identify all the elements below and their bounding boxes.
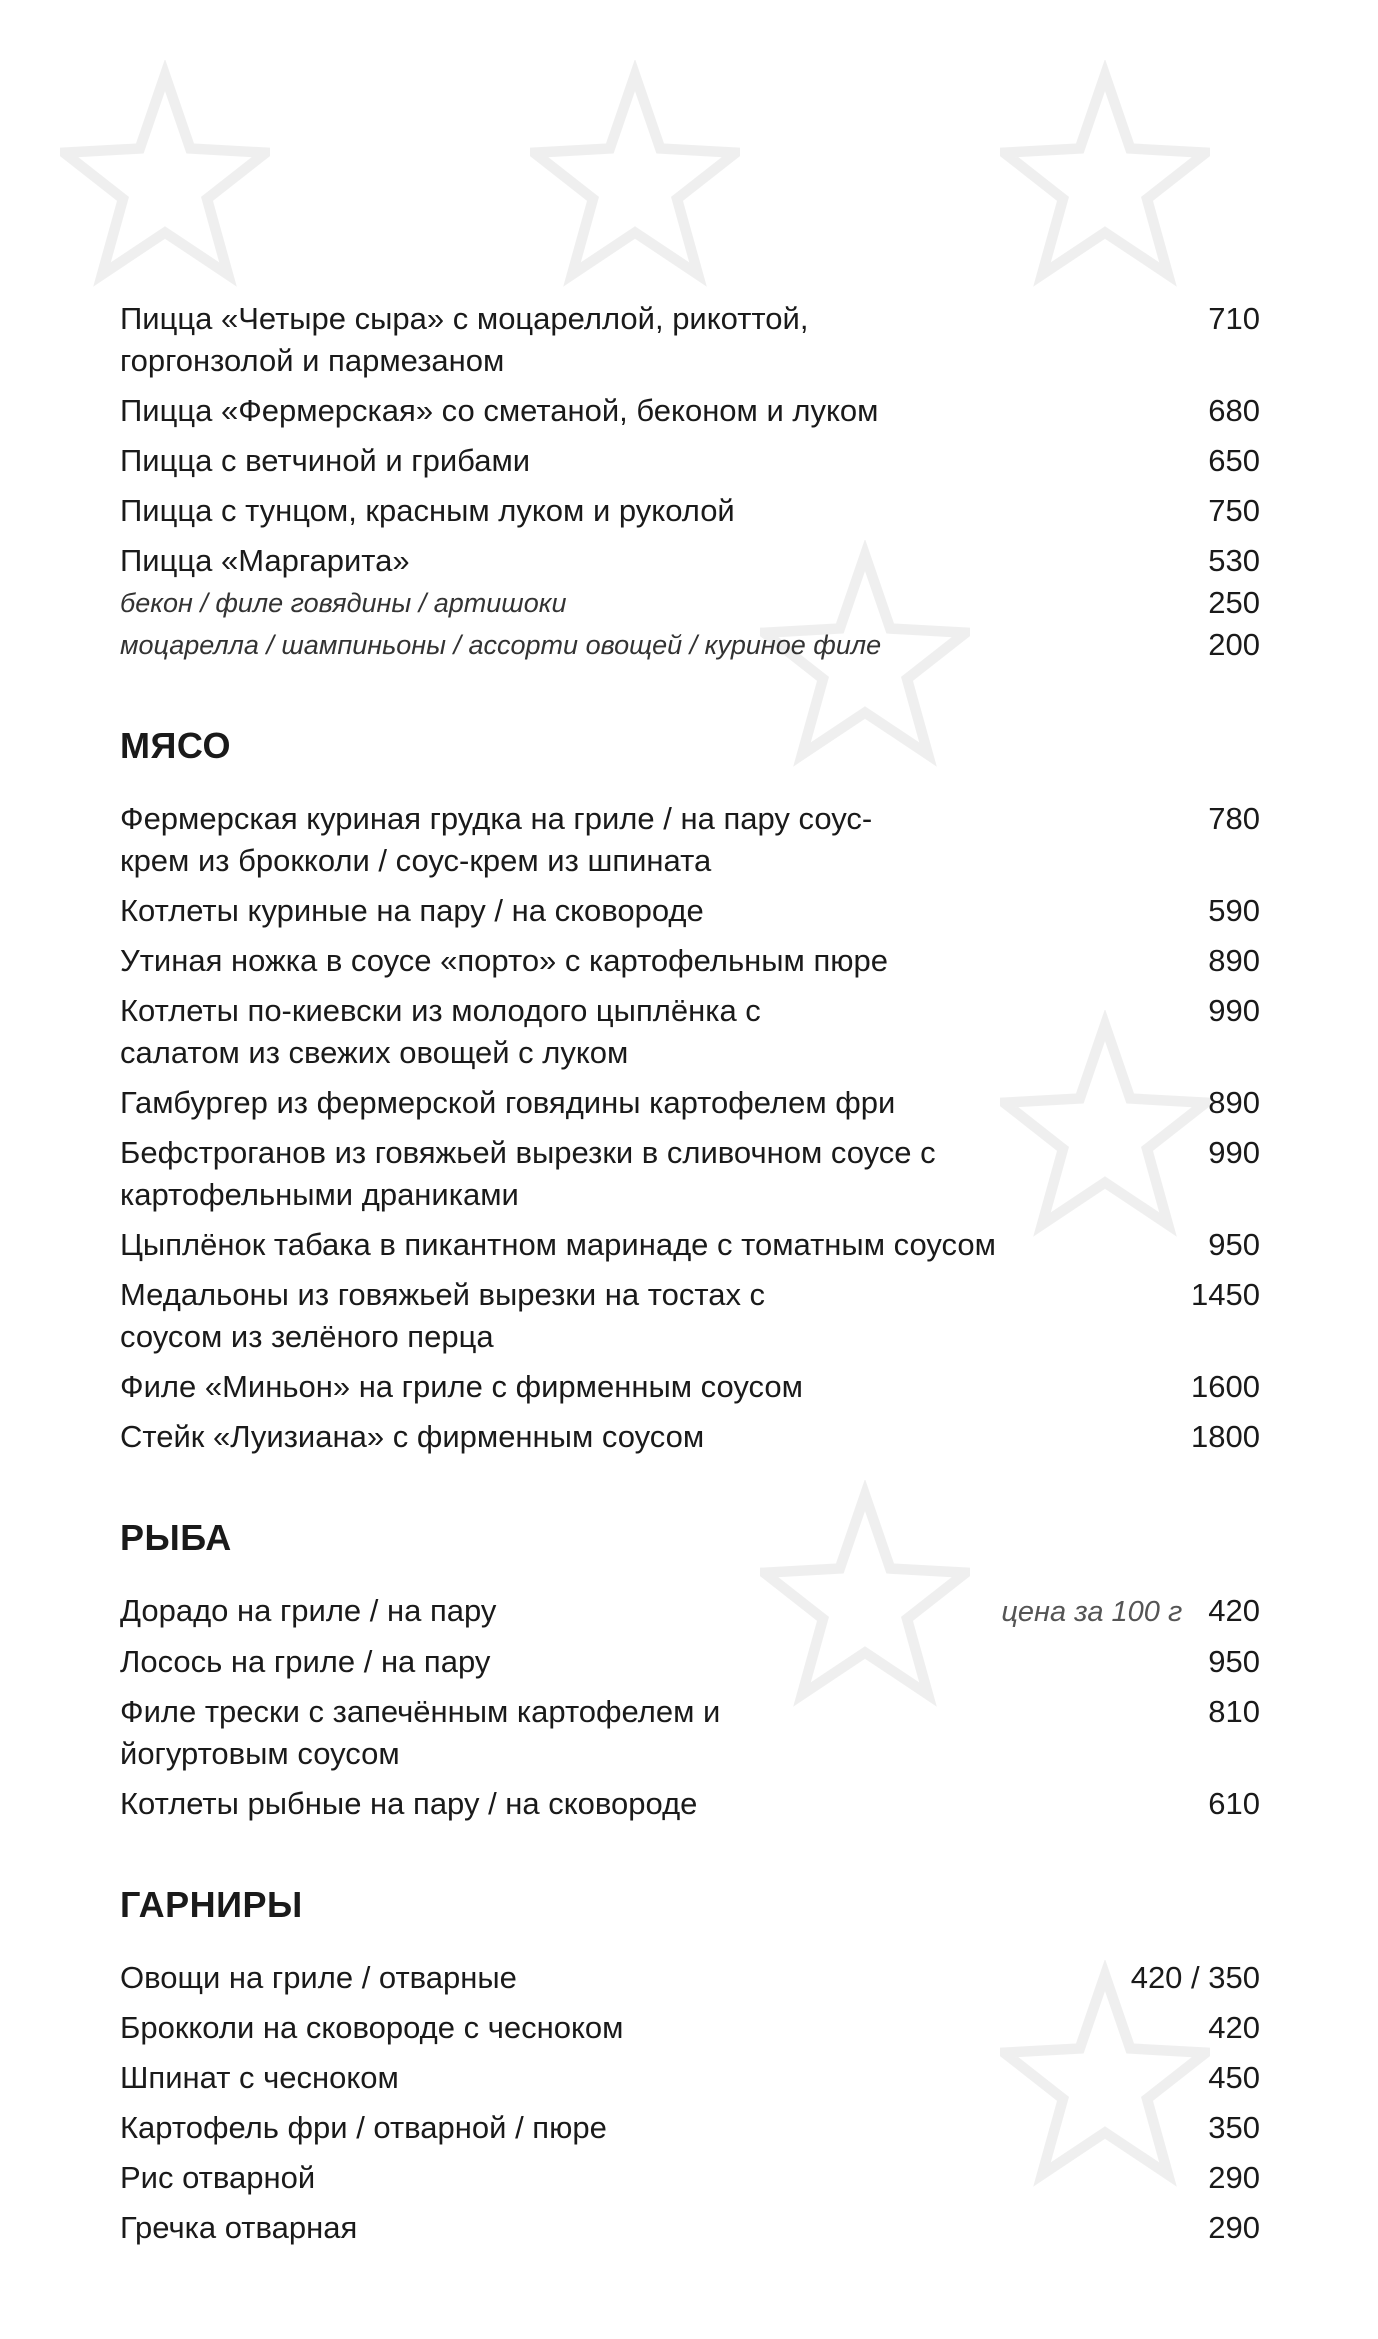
menu-item <box>120 1082 1260 1124</box>
menu-item <box>120 1641 1260 1683</box>
item-price: 710 <box>1208 301 1260 336</box>
extra-price: 200 <box>1208 627 1260 662</box>
item-name: Лосось на гриле / на пару <box>120 1644 491 1679</box>
item-name: Шпинат с чесноком <box>120 2060 399 2095</box>
item-price: 890 <box>1208 1085 1260 1120</box>
menu-item <box>120 940 1260 982</box>
menu-item <box>120 1366 1260 1408</box>
price-group <box>1001 1590 1260 1633</box>
menu-item <box>120 1274 1260 1358</box>
section-title-meat: МЯСО <box>120 725 231 766</box>
item-name: Медальоны из говяжьей вырезки на тостах с соусом из зелёного перца <box>120 1277 766 1354</box>
item-name: Пицца с тунцом, красным луком и руколой <box>120 493 735 528</box>
menu-item <box>120 440 1260 482</box>
section-title-sides: ГАРНИРЫ <box>120 1884 303 1925</box>
item-name: Стейк «Луизиана» с фирменным соусом <box>120 1419 705 1454</box>
menu-item <box>120 540 1260 582</box>
item-name: Пицца «Маргарита» <box>120 543 410 578</box>
item-name: Фермерская куриная грудка на гриле / на пару соус-крем из брокколи / соус-крем из шпината <box>120 801 873 878</box>
item-price: 420 <box>1208 2010 1260 2045</box>
item-name: Дорадо на гриле / на пару <box>120 1593 497 1628</box>
extra-name: бекон / филе говядины / артишоки <box>120 588 567 618</box>
item-name: Филе «Миньон» на гриле с фирменным соусом <box>120 1369 803 1404</box>
pizza-section <box>120 298 1260 666</box>
menu-item <box>120 2157 1260 2199</box>
menu-item <box>120 798 1260 882</box>
item-price: 990 <box>1208 1135 1260 1170</box>
item-price: 810 <box>1208 1694 1260 1729</box>
meat-section <box>120 798 1260 1458</box>
menu-item <box>120 1224 1260 1266</box>
item-name: Цыплёнок табака в пикантном маринаде с томатным соусом <box>120 1227 996 1262</box>
item-name: Пицца «Четыре сыра» с моцареллой, рикоттой, горгонзолой и пармезаном <box>120 301 809 378</box>
watermark-logo-icon <box>1000 60 1210 300</box>
item-price: 950 <box>1208 1227 1260 1262</box>
menu-item <box>120 2057 1260 2099</box>
item-name: Пицца с ветчиной и грибами <box>120 443 531 478</box>
item-price: 420 <box>1208 1593 1260 1628</box>
item-price: 590 <box>1208 893 1260 928</box>
item-name: Гречка отварная <box>120 2210 358 2245</box>
sides-section <box>120 1957 1260 2249</box>
extra-price: 250 <box>1208 585 1260 620</box>
menu-item <box>120 2107 1260 2149</box>
item-price: 530 <box>1208 543 1260 578</box>
item-price: 890 <box>1208 943 1260 978</box>
menu-item <box>120 1590 1260 1633</box>
item-price: 750 <box>1208 493 1260 528</box>
item-name: Филе трески с запечённым картофелем и йогуртовым соусом <box>120 1694 721 1771</box>
menu-item <box>120 1957 1260 1999</box>
menu-item <box>120 1132 1260 1216</box>
menu-item <box>120 298 1260 382</box>
menu-item <box>120 2007 1260 2049</box>
menu-item <box>120 990 1260 1074</box>
item-price: 650 <box>1208 443 1260 478</box>
item-price: 1450 <box>1191 1277 1260 1312</box>
item-price: 1600 <box>1191 1369 1260 1404</box>
item-name: Картофель фри / отварной / пюре <box>120 2110 607 2145</box>
item-name: Брокколи на сковороде с чесноком <box>120 2010 624 2045</box>
menu-item <box>120 1691 1260 1775</box>
item-price: 780 <box>1208 801 1260 836</box>
watermark-logo-icon <box>530 60 740 300</box>
item-price: 990 <box>1208 993 1260 1028</box>
item-price: 1800 <box>1191 1419 1260 1454</box>
menu-item <box>120 490 1260 532</box>
menu-item <box>120 890 1260 932</box>
item-name: Утиная ножка в соусе «порто» с картофельным пюре <box>120 943 888 978</box>
item-price: 350 <box>1208 2110 1260 2145</box>
menu-item <box>120 390 1260 432</box>
item-price: 450 <box>1208 2060 1260 2095</box>
item-name: Котлеты рыбные на пару / на сковороде <box>120 1786 698 1821</box>
menu-page <box>120 298 1260 2249</box>
item-price: 950 <box>1208 1644 1260 1679</box>
extra-name: моцарелла / шампиньоны / ассорти овощей / куриное филе <box>120 630 882 660</box>
item-name: Бефстроганов из говяжьей вырезки в сливочном соусе с картофельными драниками <box>120 1135 936 1212</box>
item-price: 290 <box>1208 2160 1260 2195</box>
item-price: 610 <box>1208 1786 1260 1821</box>
menu-item <box>120 1416 1260 1458</box>
item-name: Котлеты по-киевски из молодого цыплёнка с салатом из свежих овощей с луком <box>120 993 761 1070</box>
section-title-fish: РЫБА <box>120 1517 232 1558</box>
extra-item <box>120 624 1260 666</box>
item-price: 680 <box>1208 393 1260 428</box>
menu-item <box>120 2207 1260 2249</box>
price-note: цена за 100 г <box>1001 1596 1183 1628</box>
item-name: Рис отварной <box>120 2160 316 2195</box>
item-name: Овощи на гриле / отварные <box>120 1960 517 1995</box>
item-price: 420 / 350 <box>1130 1960 1260 1995</box>
item-price: 290 <box>1208 2210 1260 2245</box>
menu-item <box>120 1783 1260 1825</box>
item-name: Пицца «Фермерская» со сметаной, беконом и луком <box>120 393 879 428</box>
watermark-logo-icon <box>60 60 270 300</box>
fish-section <box>120 1590 1260 1825</box>
extra-item <box>120 582 1260 624</box>
item-name: Гамбургер из фермерской говядины картофелем фри <box>120 1085 896 1120</box>
item-name: Котлеты куриные на пару / на сковороде <box>120 893 704 928</box>
